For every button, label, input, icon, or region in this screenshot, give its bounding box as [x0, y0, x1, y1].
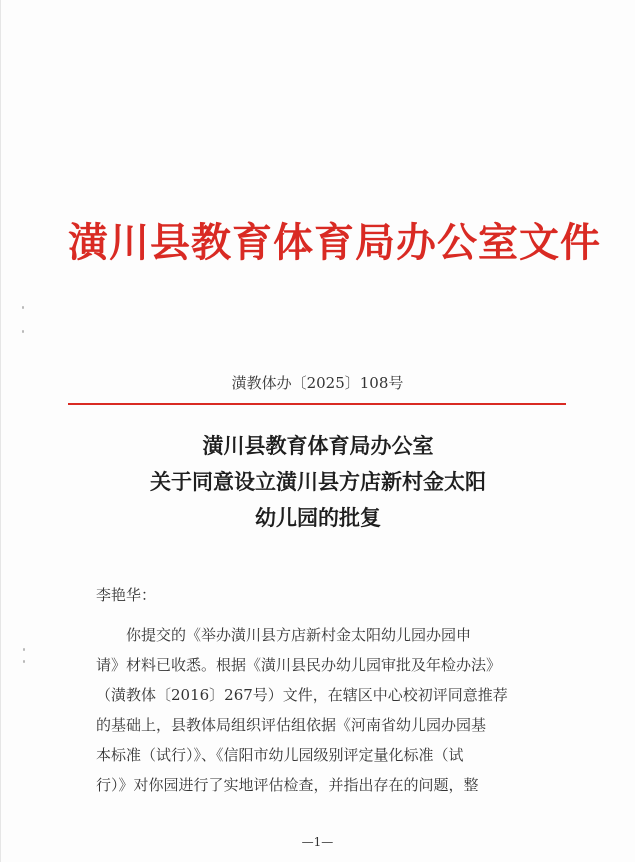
body-paragraph	[96, 620, 544, 800]
title-line-1: 潢川县教育体育局办公室	[202, 433, 434, 458]
salutation: 李艳华：	[96, 586, 157, 604]
body-line: 你提交的《举办潢川县方店新村金太阳幼儿园办园申	[126, 626, 472, 644]
scan-speck	[22, 330, 24, 333]
red-divider-line	[68, 403, 566, 405]
red-header-title: 潢川县教育体育局办公室文件	[68, 219, 601, 266]
body-line: 请》材料已收悉。根据《潢川县民办幼儿园审批及年检办法》	[96, 656, 502, 674]
body-line: （潢教体〔2016〕267号）文件，在辖区中心校初评同意推荐	[96, 686, 508, 704]
body-line: 行）》对你园进行了实地评估检查，并指出存在的问题，整	[96, 776, 479, 794]
body-line: 本标准（试行）》、《信阳市幼儿园级别评定量化标准（试	[96, 746, 464, 764]
document-number: 潢教体办〔2025〕108号	[231, 374, 404, 392]
title-line-2: 关于同意设立潢川县方店新村金太阳	[150, 469, 486, 494]
scan-speck	[22, 306, 24, 309]
body-line: 的基础上，县教体局组织评估组依据《河南省幼儿园办园基	[96, 716, 487, 734]
page-number: —1—	[301, 835, 334, 849]
scan-speck	[23, 660, 25, 663]
scan-speck	[23, 648, 25, 651]
title-line-3: 幼儿园的批复	[255, 505, 381, 530]
document-title	[68, 428, 568, 536]
